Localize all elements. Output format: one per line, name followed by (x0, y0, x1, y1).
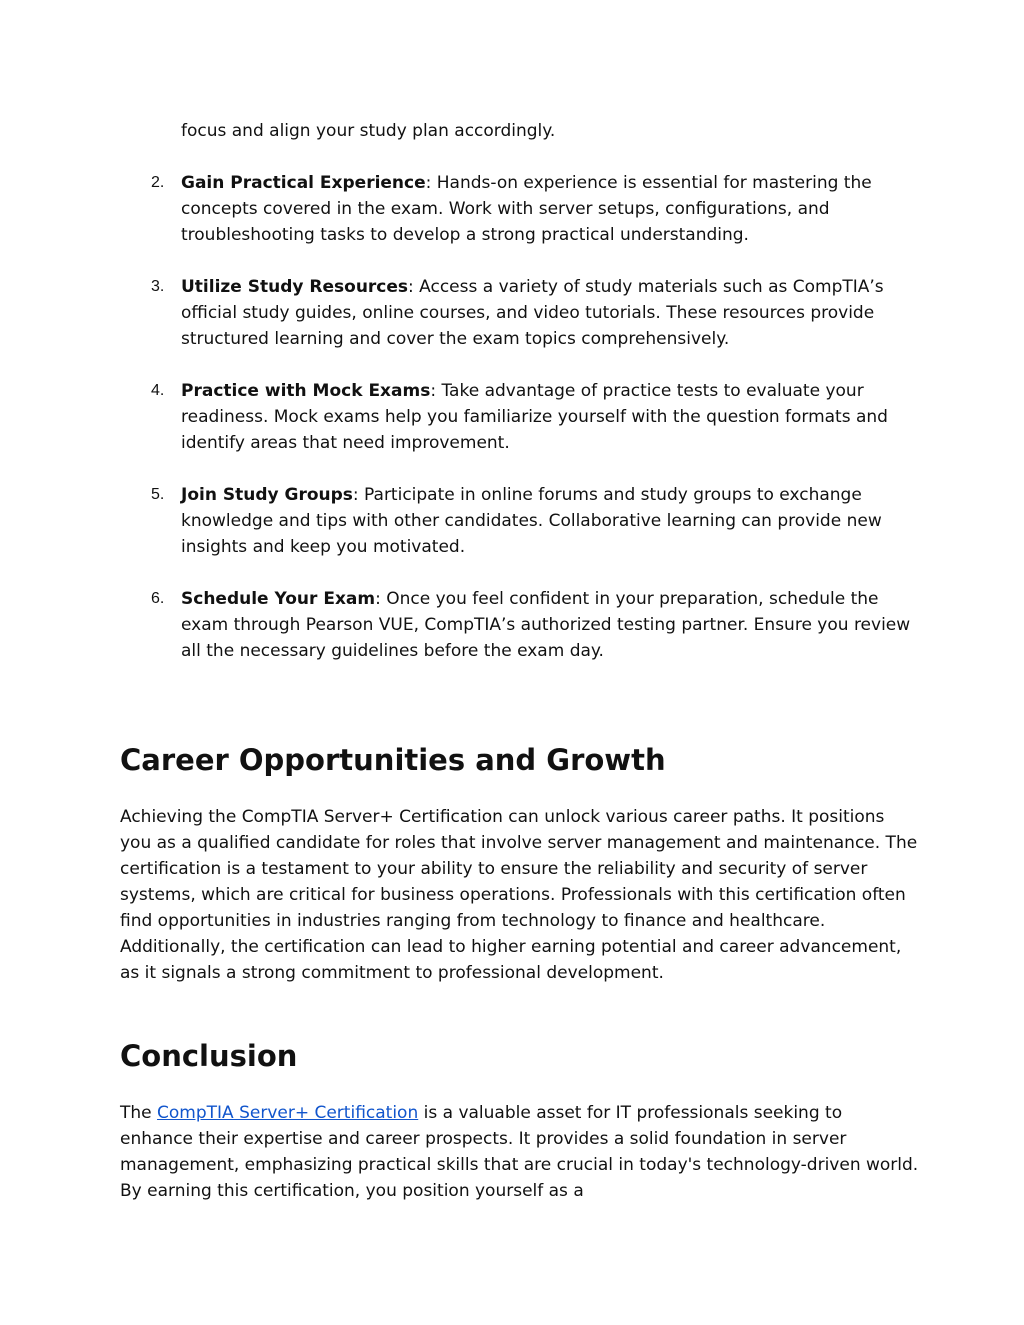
conclusion-paragraph (120, 1100, 920, 1204)
list-item-term: Join Study Groups (181, 485, 353, 505)
list-item-number: 5. (151, 486, 165, 503)
list-item-term: Schedule Your Exam (181, 589, 376, 609)
list-item-text: : Access a variety of study materials such as CompTIA’s official study guides, online courses, and video tutorials. These resources provide structured learning and cover the exam topics comprehensively. (181, 277, 884, 349)
certification-link[interactable]: CompTIA Server+ Certification (157, 1103, 419, 1123)
list-item-continuation: focus and align your study plan accordingly. (181, 121, 556, 141)
list-item-number: 3. (151, 278, 165, 295)
list-item-term: Utilize Study Resources (181, 277, 409, 297)
career-section (120, 742, 920, 986)
list-item-term: Gain Practical Experience (181, 173, 426, 193)
list-item-text: : Take advantage of practice tests to evaluate your readiness. Mock exams help you familiarize yourself with the question formats and identify areas that need improvement. (181, 381, 888, 453)
list-item (120, 170, 920, 248)
list-item-text: : Hands-on experience is essential for mastering the concepts covered in the exam. Work with server setups, configurations, and troubleshooting tasks to develop a strong practical understanding. (181, 173, 872, 245)
list-item (120, 482, 920, 560)
list-item-text: : Once you feel confident in your preparation, schedule the exam through Pearson VUE, CompTIA’s authorized testing partner. Ensure you review all the necessary guidelines before the exam day. (181, 589, 911, 661)
list-item-term: Practice with Mock Exams (181, 381, 431, 401)
list-item-text: : Participate in online forums and study groups to exchange knowledge and tips with other candidates. Collaborative learning can provide new insights and keep you motivated. (181, 485, 882, 557)
list-item (120, 378, 920, 456)
list-item-number: 2. (151, 174, 165, 191)
conclusion-section (120, 1038, 920, 1204)
list-item-number: 4. (151, 382, 165, 399)
conclusion-heading: Conclusion (120, 1039, 298, 1073)
list-item (120, 274, 920, 352)
career-paragraph: Achieving the CompTIA Server+ Certification can unlock various career paths. It positions you as a qualified candidate for roles that involve server management and maintenance. The certification is a testament to your ability to ensure the reliability and security of server systems, which are critical for business operations. Professionals with this certification often find opportunities in industries ranging from technology to finance and healthcare. Additionally, the certification can lead to higher earning potential and career advancement, as it signals a strong commitment to professional development. (120, 807, 918, 983)
list-item-number: 6. (151, 590, 165, 607)
career-heading: Career Opportunities and Growth (120, 743, 666, 777)
conclusion-lead: The (120, 1103, 158, 1123)
list-item (120, 586, 920, 664)
study-steps-list (120, 118, 920, 690)
conclusion-rest: is a valuable asset for IT professionals seeking to enhance their expertise and career prospects. It provides a solid foundation in server management, emphasizing practical skills that are crucial in today's technology-driven world. By earning this certification, you position yourself as a (120, 1103, 919, 1201)
